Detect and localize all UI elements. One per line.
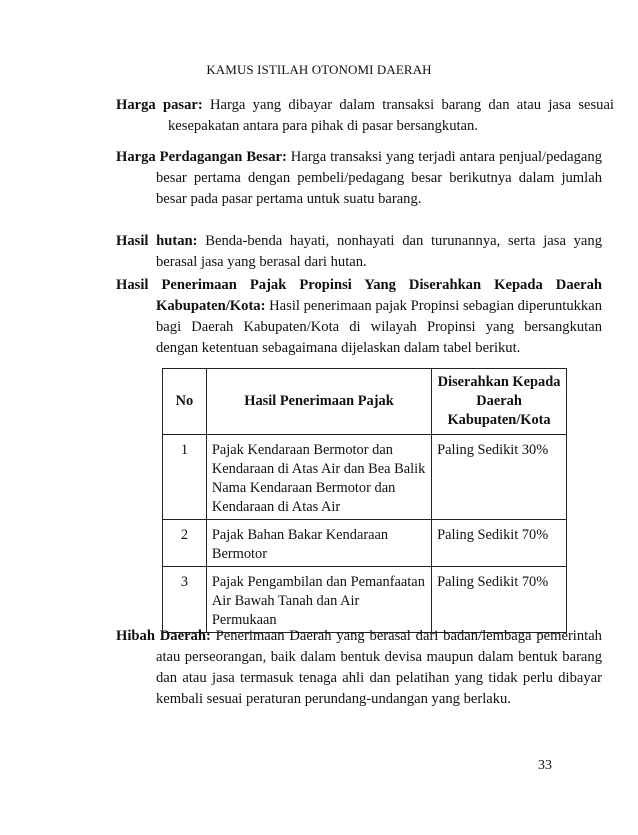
table-row bbox=[163, 520, 567, 567]
entry-term: Hasil hutan: bbox=[116, 233, 198, 249]
entry-definition: Harga transaksi yang terjadi antara penjual/pedagang besar pertama dengan pembeli/pedagang besar berikutnya dalam jumlah besar pada pasar pertama untuk suatu barang. bbox=[156, 149, 602, 207]
glossary-entry-hibah-daerah bbox=[116, 626, 602, 710]
glossary-entry-hasil-hutan bbox=[116, 231, 602, 273]
row-tax: Pajak Kendaraan Bermotor dan Kendaraan di Atas Air dan Bea Balik Nama Kendaraan Bermotor dan Kendaraan di Atas Air bbox=[206, 435, 431, 520]
header-no: No bbox=[163, 369, 207, 435]
entry-definition: Benda-benda hayati, nonhayati dan turunannya, serta jasa yang berasal jasa yang berasal dari hutan. bbox=[156, 233, 603, 270]
table-header-row bbox=[163, 369, 567, 435]
entry-definition: Penerimaan Daerah yang berasal dari badan/lembaga pemerintah atau perseorangan, baik dalam bentuk devisa maupun dalam bentuk barang dan atau jasa termasuk tenaga ahli dan pelatihan yang tidak perlu dibayar kembali sesuai peraturan perundang-undangan yang berlaku. bbox=[156, 628, 602, 707]
row-tax: Pajak Pengambilan dan Pemanfaatan Air Bawah Tanah dan Air Permukaan bbox=[206, 567, 431, 633]
entry-term: Hasil Penerimaan Pajak Propinsi Yang Diserahkan Kepada Daerah Kabupaten/Kota: bbox=[116, 277, 602, 314]
glossary-entry-harga-perdagangan-besar bbox=[116, 147, 602, 210]
row-share: Paling Sedikit 30% bbox=[432, 435, 567, 520]
entry-definition: Hasil penerimaan pajak Propinsi sebagian diperuntukkan bagi Daerah Kabupaten/Kota di wilayah Propinsi yang bersangkutan dengan ketentuan sebagaimana dijelaskan dalam tabel berikut. bbox=[156, 298, 602, 356]
table-row bbox=[163, 435, 567, 520]
row-share: Paling Sedikit 70% bbox=[432, 567, 567, 633]
page-number: 33 bbox=[538, 758, 552, 773]
entry-term: Hibah Daerah: bbox=[116, 628, 211, 644]
glossary-entry-harga-pasar bbox=[116, 95, 614, 137]
entry-definition: Harga yang dibayar dalam transaksi barang dan atau jasa sesuai kesepakatan antara para pihak di pasar bersangkutan. bbox=[168, 97, 614, 134]
header-tax: Hasil Penerimaan Pajak bbox=[206, 369, 431, 435]
row-share: Paling Sedikit 70% bbox=[432, 520, 567, 567]
header-share: Diserahkan Kepada Daerah Kabupaten/Kota bbox=[432, 369, 567, 435]
entry-term: Harga Perdagangan Besar: bbox=[116, 149, 287, 165]
tax-distribution-table bbox=[162, 368, 567, 633]
table-row bbox=[163, 567, 567, 633]
row-tax: Pajak Bahan Bakar Kendaraan Bermotor bbox=[206, 520, 431, 567]
glossary-entry-hasil-penerimaan-pajak bbox=[116, 275, 602, 359]
row-no: 1 bbox=[163, 435, 207, 520]
entry-term: Harga pasar: bbox=[116, 97, 203, 113]
row-no: 2 bbox=[163, 520, 207, 567]
running-header: KAMUS ISTILAH OTONOMI DAERAH bbox=[206, 62, 432, 77]
row-no: 3 bbox=[163, 567, 207, 633]
